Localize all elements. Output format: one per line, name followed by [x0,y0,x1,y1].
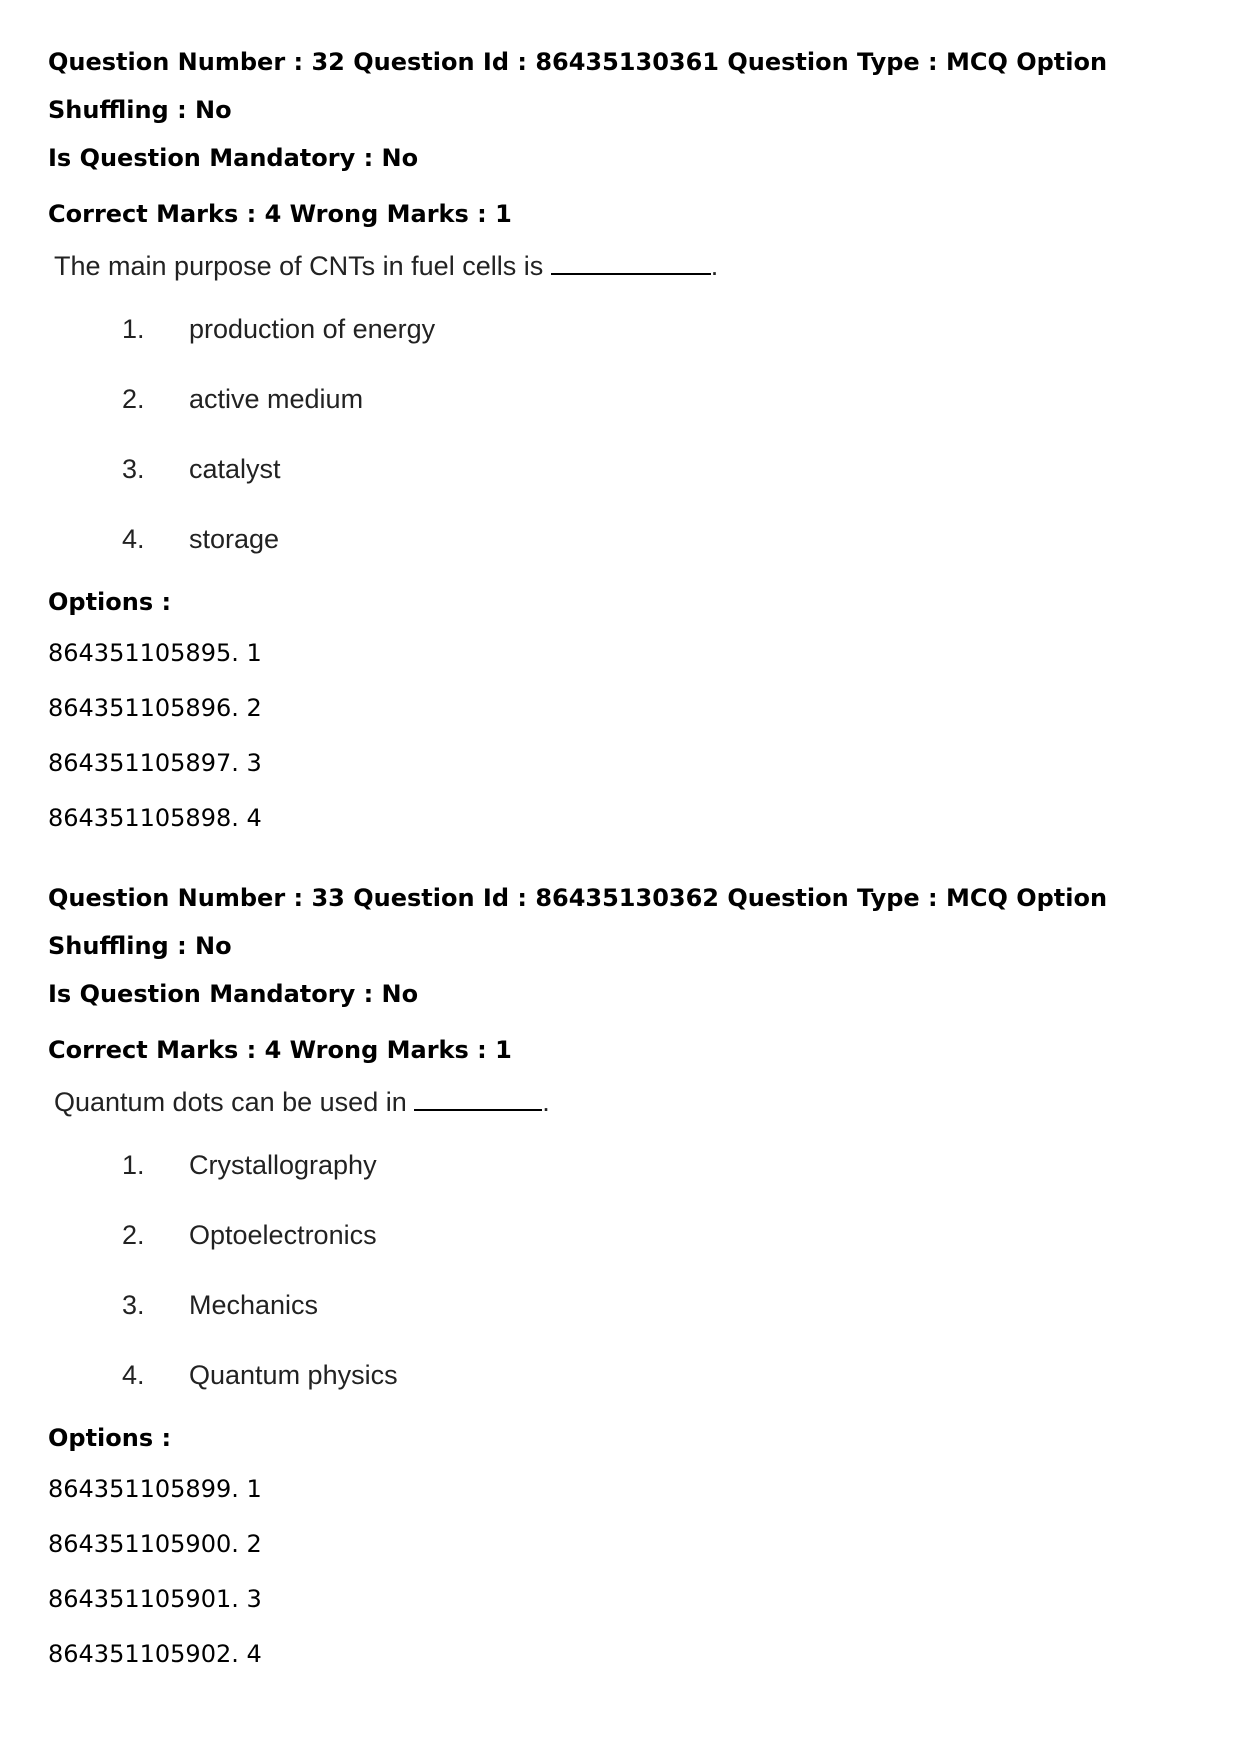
option-id-line: 864351105902. 4 [48,1640,262,1668]
choice-item [48,1270,1208,1340]
choice-item [48,294,1208,364]
option-id-line: 864351105897. 3 [48,749,262,777]
question-stem [54,246,1208,286]
choice-number: 4. [122,524,145,554]
choice-text: catalyst [189,454,281,484]
choice-number: 2. [122,384,145,414]
choice-number: 3. [122,1290,145,1320]
choice-item [48,504,1208,574]
question-mandatory: Is Question Mandatory : No [48,980,419,1008]
question-block [48,874,1208,1682]
choice-item [48,1340,1208,1410]
option-id-line: 864351105898. 4 [48,804,262,832]
choice-text: Crystallography [189,1150,377,1180]
choice-number: 1. [122,1150,145,1180]
question-stem-text: Quantum dots can be used in [54,1087,407,1117]
choice-list [48,1130,1208,1410]
choice-text: Optoelectronics [189,1220,377,1250]
answer-blank [414,1091,542,1111]
choice-number: 4. [122,1360,145,1390]
option-id-line: 864351105901. 3 [48,1585,262,1613]
choice-text: Mechanics [189,1290,319,1320]
choice-text: Quantum physics [189,1360,398,1390]
option-id-line: 864351105900. 2 [48,1530,262,1558]
choice-text: production of energy [189,314,436,344]
question-stem-end: . [542,1087,550,1117]
choice-text: active medium [189,384,364,414]
option-id-line: 864351105899. 1 [48,1475,262,1503]
choice-item [48,1130,1208,1200]
choice-item [48,1200,1208,1270]
question-block [48,38,1208,846]
options-label: Options : [48,588,172,616]
question-stem-text: The main purpose of CNTs in fuel cells is [54,251,544,281]
question-stem [54,1082,1208,1122]
question-marks: Correct Marks : 4 Wrong Marks : 1 [48,200,512,228]
question-meta: Question Number : 32 Question Id : 86435130361 Question Type : MCQ Option Shuffling : No [48,48,1108,124]
question-mandatory: Is Question Mandatory : No [48,144,419,172]
option-id-line: 864351105895. 1 [48,639,262,667]
choice-item [48,364,1208,434]
question-marks: Correct Marks : 4 Wrong Marks : 1 [48,1036,512,1064]
choice-list [48,294,1208,574]
option-id-line: 864351105896. 2 [48,694,262,722]
answer-blank [551,255,711,275]
options-label: Options : [48,1424,172,1452]
choice-item [48,434,1208,504]
choice-number: 1. [122,314,145,344]
question-meta: Question Number : 33 Question Id : 86435130362 Question Type : MCQ Option Shuffling : No [48,884,1108,960]
question-stem-end: . [710,251,719,281]
choice-number: 2. [122,1220,145,1250]
choice-text: storage [189,524,280,554]
choice-number: 3. [122,454,145,484]
